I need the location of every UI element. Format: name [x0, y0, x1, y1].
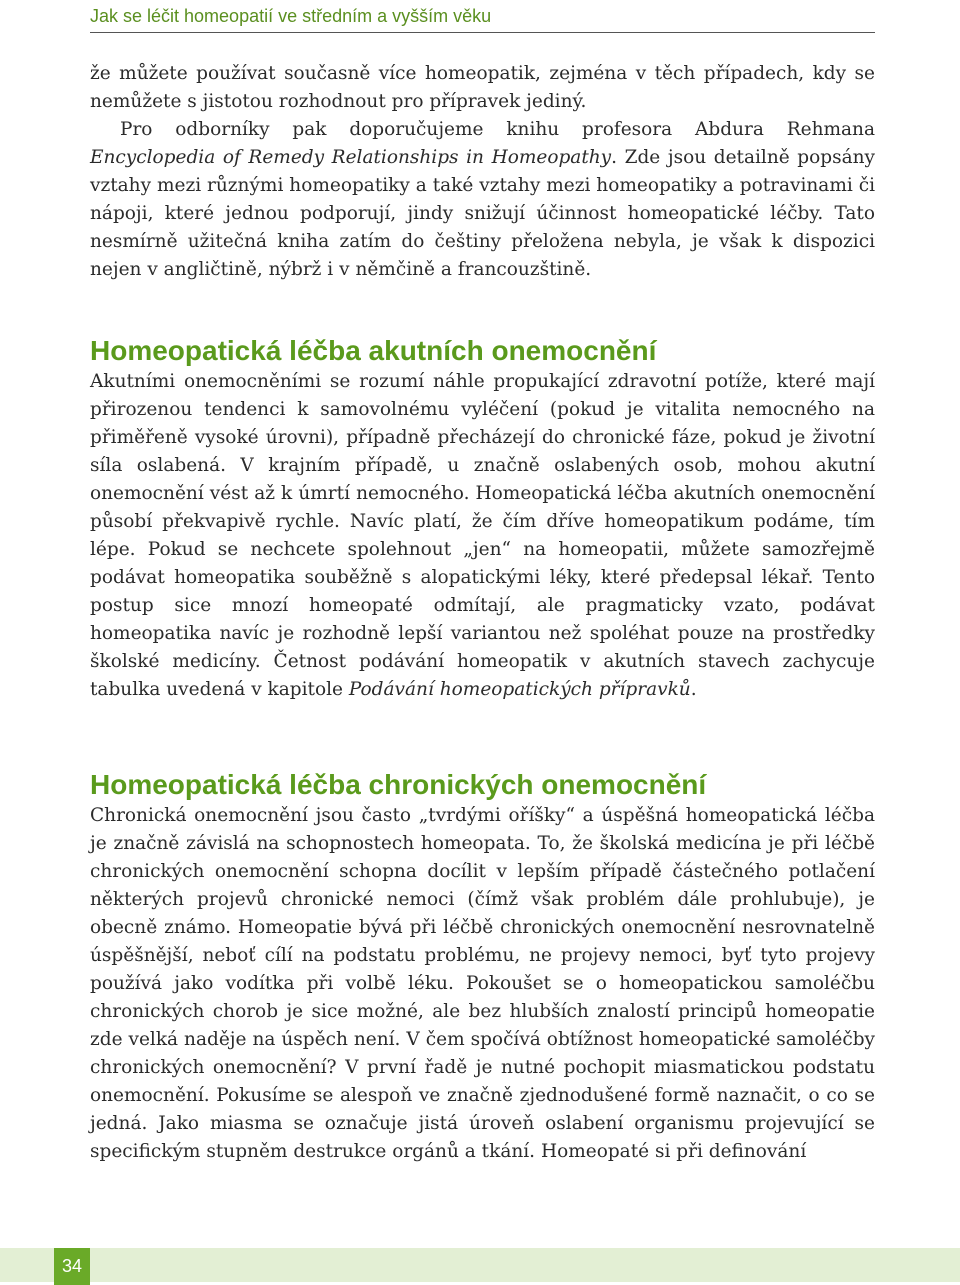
running-head: Jak se léčit homeopatií ve středním a vyšším věku: [90, 6, 492, 26]
section-acute-paragraph: [90, 368, 875, 704]
acute-text: Akutními onemocněními se rozumí náhle propukající zdravotní potíže, které mají přirozenou tendenci k samovolnému vyléčení (pokud je vitalita nemocného na přiměřeně vysoké úrovni), případně přecházejí do chronické fáze, pokud je životní síla oslabená. V krajním případě, u značně oslabených osob, mohou akutní onemocnění vést až k úmrtí nemocného. Homeopatická léčba akutních onemocnění působí překvapivě rychle. Navíc platí, že čím dříve homeopatikum podáme, tím lépe. Pokud se nechcete spolehnout „jen“ na homeopatii, můžete samozřejmě podávat homeopatika souběžně s alopatickými léky, které předepsal lékař. Tento postup sice mnozí homeopaté odmítají, ale pragmaticky vzato, podávat homeopatika navíc je rozhodně lepší variantou než spoléhat pouze na prostředky školské medicíny. Četnost podávání homeopatik v akutních stavech zachycuje tabulka uvedená v kapitole: [90, 371, 875, 700]
chapter-reference: Podávání homeopatických přípravků: [348, 679, 691, 700]
section-heading-acute: Homeopatická léčba akutních onemocnění: [90, 335, 657, 366]
header-divider: [90, 32, 875, 33]
intro-paragraph-2: [90, 116, 875, 284]
intro-paragraph-1: že můžete používat současně více homeopatik, zejména v těch případech, kdy se nemůžete s jistotou rozhodnout pro přípravek jediný.: [90, 63, 875, 112]
spacer: [90, 704, 875, 768]
page-content: [90, 60, 875, 1166]
footer-band: [0, 1248, 960, 1282]
spacer: [90, 284, 875, 334]
intro-text-after: . Zde jsou detailně popsány vztahy mezi různými homeopatiky a také vztahy mezi homeopatiky a potravinami či nápoji, které jednou podporují, jindy snižují účinnost homeopatické léčby. Tato nesmírně užitečná kniha zatím do češtiny přeložena nebyla, je však k dispozici nejen v angličtině, nýbrž i v němčině a francouzštině.: [90, 147, 875, 280]
intro-text-before: Pro odborníky pak doporučujeme knihu profesora Abdura Rehmana: [120, 119, 875, 140]
section-heading-chronic: Homeopatická léčba chronických onemocnění: [90, 769, 707, 800]
section-chronic-paragraph: Chronická onemocnění jsou často „tvrdými oříšky“ a úspěšná homeopatická léčba je značně závislá na schopnostech homeopata. To, že školská medicína je při léčbě chronických onemocnění schopna docílit v lepším případě částečného potlačení některých projevů chronické nemoci (čímž však problém dále prohlubuje), je obecně známo. Homeopatie bývá při léčbě chronických onemocnění nesrovnatelně úspěšnější, neboť cílí na podstatu problému, ne projevy nemoci, byť tyto projevy používá jako vodítka při volbě léku. Pokoušet se o homeopatickou samoléčbu chronických chorob je sice možné, ale bez hlubších znalostí principů homeopatie zde velká naděje na úspěch není. V čem spočívá obtížnost homeopatické samoléčby chronických onemocnění? V první řadě je nutné pochopit miasmatickou podstatu onemocnění. Pokusíme se alespoň ve značně zjednodušené formě naznačit, o co se jedná. Jako miasma se označuje jistá úroveň oslabení organismu projevující se specifickým stupněm destrukce orgánů a tkání. Homeopaté si při definování: [90, 805, 875, 1162]
page-number: 34: [54, 1248, 90, 1285]
acute-text-end: .: [690, 679, 697, 700]
book-title: Encyclopedia of Remedy Relationships in Homeopathy: [90, 147, 612, 168]
